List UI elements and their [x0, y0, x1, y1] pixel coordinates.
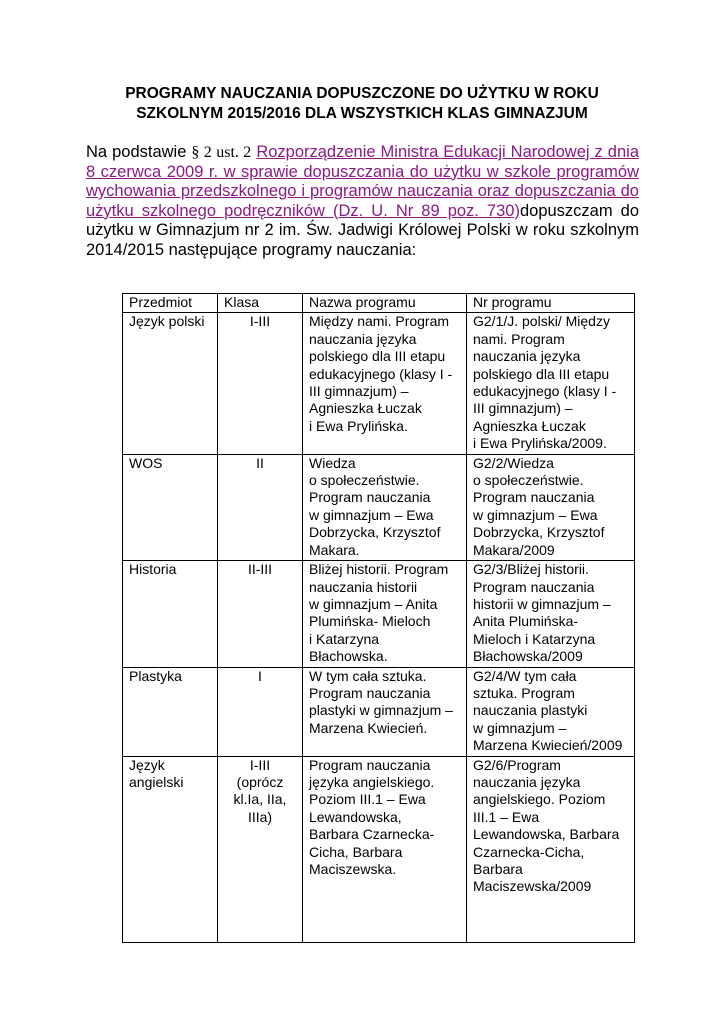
document-title: PROGRAMY NAUCZANIA DOPUSZCZONE DO UŻYTKU W ROKU SZKOLNYM 2015/2016 DLA WSZYSTKICH KLAS GIMNAZJUM — [125, 85, 599, 122]
cell-nr: G2/4/W tym cała sztuka. Program nauczania plastyki w gimnazjum – Marzena Kwiecień/2009 — [467, 667, 635, 756]
regulation-link[interactable]: Rozporządzenie Ministra Edukacji Narodowej z dnia 8 czerwca 2009 r. w sprawie dopuszczania do użytku w szkole programów wychowania przedszkolnego i programów nauczania oraz dopuszczania do użytku szkolnego podręczników (Dz. U. Nr 89 poz. 730) — [86, 143, 639, 220]
table-row — [123, 313, 635, 454]
cell-przedmiot: Plastyka — [123, 667, 218, 756]
cell-klasa: II — [218, 454, 303, 560]
table-header-row — [123, 294, 635, 313]
table-row — [123, 561, 635, 667]
table-row — [123, 454, 635, 560]
cell-przedmiot: Historia — [123, 561, 218, 667]
cell-klasa: I-III (oprócz kl.Ia, IIa, IIIa) — [218, 756, 303, 942]
cell-klasa: I-III — [218, 313, 303, 454]
header-przedmiot: Przedmiot — [123, 294, 218, 313]
cell-przedmiot: Język polski — [123, 313, 218, 454]
table-row — [123, 667, 635, 756]
cell-nazwa: Wiedza o społeczeństwie. Program nauczania w gimnazjum – Ewa Dobrzycka, Krzysztof Makara. — [303, 454, 467, 560]
header-nazwa: Nazwa programu — [303, 294, 467, 313]
cell-przedmiot: WOS — [123, 454, 218, 560]
intro-paragraph — [86, 143, 639, 260]
cell-klasa: I — [218, 667, 303, 756]
cell-przedmiot: Język angielski — [123, 756, 218, 942]
cell-nazwa: W tym cała sztuka. Program nauczania plastyki w gimnazjum – Marzena Kwiecień. — [303, 667, 467, 756]
legal-paragraph-reference: § 2 ust. 2 — [191, 144, 252, 161]
cell-nazwa: Między nami. Program nauczania języka polskiego dla III etapu edukacyjnego (klasy I - III gimnazjum) – Agnieszka Łuczak i Ewa Prylińska. — [303, 313, 467, 454]
cell-nr: G2/2/Wiedza o społeczeństwie. Program nauczania w gimnazjum – Ewa Dobrzycka, Krzysztof Makara/2009 — [467, 454, 635, 560]
header-klasa: Klasa — [218, 294, 303, 313]
cell-nr: G2/6/Program nauczania języka angielskiego. Poziom III.1 – Ewa Lewandowska, Barbara Czarnecka-Cicha, Barbara Maciszewska/2009 — [467, 756, 635, 942]
cell-nr: G2/1/J. polski/ Między nami. Program nauczania języka polskiego dla III etapu edukacyjnego (klasy I - III gimnazjum) – Agnieszka Łuczak i Ewa Prylińska/2009. — [467, 313, 635, 454]
intro-prefix: Na podstawie — [86, 143, 192, 161]
cell-nr: G2/3/Bliżej historii. Program nauczania historii w gimnazjum – Anita Plumińska- Mieloch i Katarzyna Błachowska/2009 — [467, 561, 635, 667]
programs-table — [122, 293, 635, 943]
header-nr: Nr programu — [467, 294, 635, 313]
cell-klasa: II-III — [218, 561, 303, 667]
intro-suffix: dopuszczam do użytku w Gimnazjum nr 2 im. Św. Jadwigi Królowej Polski w roku szkolnym 2014/2015 następujące programy nauczania: — [86, 201, 639, 259]
cell-nazwa: Program nauczania języka angielskiego. Poziom III.1 – Ewa Lewandowska, Barbara Czarnecka- Cicha, Barbara Maciszewska. — [303, 756, 467, 942]
cell-nazwa: Bliżej historii. Program nauczania historii w gimnazjum – Anita Plumińska- Mieloch i Katarzyna Błachowska. — [303, 561, 467, 667]
table-row — [123, 756, 635, 942]
